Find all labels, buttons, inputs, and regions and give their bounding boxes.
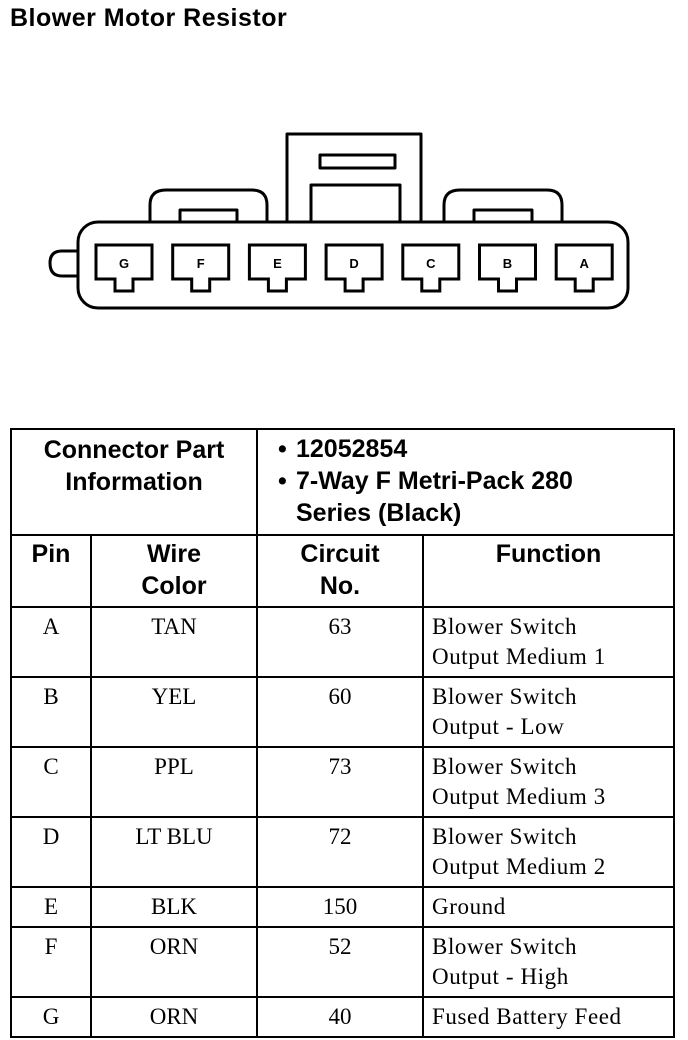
pin-cell: E <box>11 887 91 927</box>
function-line: Output Medium 1 <box>432 644 606 669</box>
connector-pins <box>96 245 612 291</box>
wire-color-cell: BLK <box>91 887 257 927</box>
function-line: Fused Battery Feed <box>432 1004 622 1029</box>
column-header-row <box>11 535 674 607</box>
pin-label: F <box>196 256 205 271</box>
wire-color-cell: LT BLU <box>91 817 257 887</box>
function-cell <box>423 927 674 997</box>
function-cell <box>423 817 674 887</box>
circuit-cell: 52 <box>257 927 423 997</box>
function-line: Output - Low <box>432 714 565 739</box>
circuit-cell: 150 <box>257 887 423 927</box>
function-line: Output Medium 3 <box>432 784 606 809</box>
table-row <box>11 677 674 747</box>
function-line: Blower Switch <box>432 934 578 959</box>
pin-cell: G <box>11 997 91 1037</box>
table-row <box>11 997 674 1037</box>
pin-label: B <box>502 256 513 271</box>
function-cell <box>423 997 674 1037</box>
table-row <box>11 607 674 677</box>
circuit-cell: 72 <box>257 817 423 887</box>
function-line: Ground <box>432 894 506 919</box>
wire-color-cell: YEL <box>91 677 257 747</box>
col-header-pin: Pin <box>11 535 91 607</box>
pin-label: C <box>426 256 436 271</box>
pin-cell: B <box>11 677 91 747</box>
function-line: Blower Switch <box>432 684 578 709</box>
connector-pin-b <box>480 245 536 291</box>
circuit-cell: 40 <box>257 997 423 1037</box>
function-cell <box>423 677 674 747</box>
table-row <box>11 817 674 887</box>
connector-pin-a <box>556 245 612 291</box>
pin-cell: A <box>11 607 91 677</box>
connector-info-table <box>10 428 675 1038</box>
function-line: Blower Switch <box>432 824 578 849</box>
connector-series: Series (Black) <box>296 499 462 527</box>
pin-cell: F <box>11 927 91 997</box>
wire-color-cell: TAN <box>91 607 257 677</box>
col-header-circuit: Circuit No. <box>257 535 423 607</box>
part-info-header: Connector Part Information <box>11 429 257 535</box>
connector-pin-g <box>96 245 152 291</box>
part-info-details <box>257 429 674 535</box>
table-row <box>11 927 674 997</box>
pin-label: E <box>273 256 282 271</box>
circuit-cell: 63 <box>257 607 423 677</box>
col-header-wire-color: Wire Color <box>91 535 257 607</box>
connector-pin-f <box>173 245 229 291</box>
pin-label: G <box>118 256 130 271</box>
table-row <box>11 887 674 927</box>
connector-pin-e <box>249 245 305 291</box>
page-title: Blower Motor Resistor <box>10 4 288 32</box>
function-line: Blower Switch <box>432 614 578 639</box>
function-cell <box>423 747 674 817</box>
wire-color-cell: PPL <box>91 747 257 817</box>
part-info-row <box>11 429 674 535</box>
connector-type: • 7-Way F Metri-Pack 280 <box>278 467 573 495</box>
circuit-cell: 73 <box>257 747 423 817</box>
function-cell <box>423 607 674 677</box>
wire-color-cell: ORN <box>91 927 257 997</box>
function-line: Output - High <box>432 964 569 989</box>
wire-color-cell: ORN <box>91 997 257 1037</box>
table-row <box>11 747 674 817</box>
col-header-function: Function <box>423 535 674 607</box>
pin-label: D <box>349 256 359 271</box>
pin-label: A <box>579 256 589 271</box>
connector-pin-d <box>326 245 382 291</box>
connector-diagram <box>0 0 688 330</box>
circuit-cell: 60 <box>257 677 423 747</box>
connector-pin-c <box>403 245 459 291</box>
function-line: Output Medium 2 <box>432 854 606 879</box>
pin-cell: C <box>11 747 91 817</box>
part-number: • 12052854 <box>278 435 408 463</box>
function-cell <box>423 887 674 927</box>
pin-cell: D <box>11 817 91 887</box>
function-line: Blower Switch <box>432 754 578 779</box>
